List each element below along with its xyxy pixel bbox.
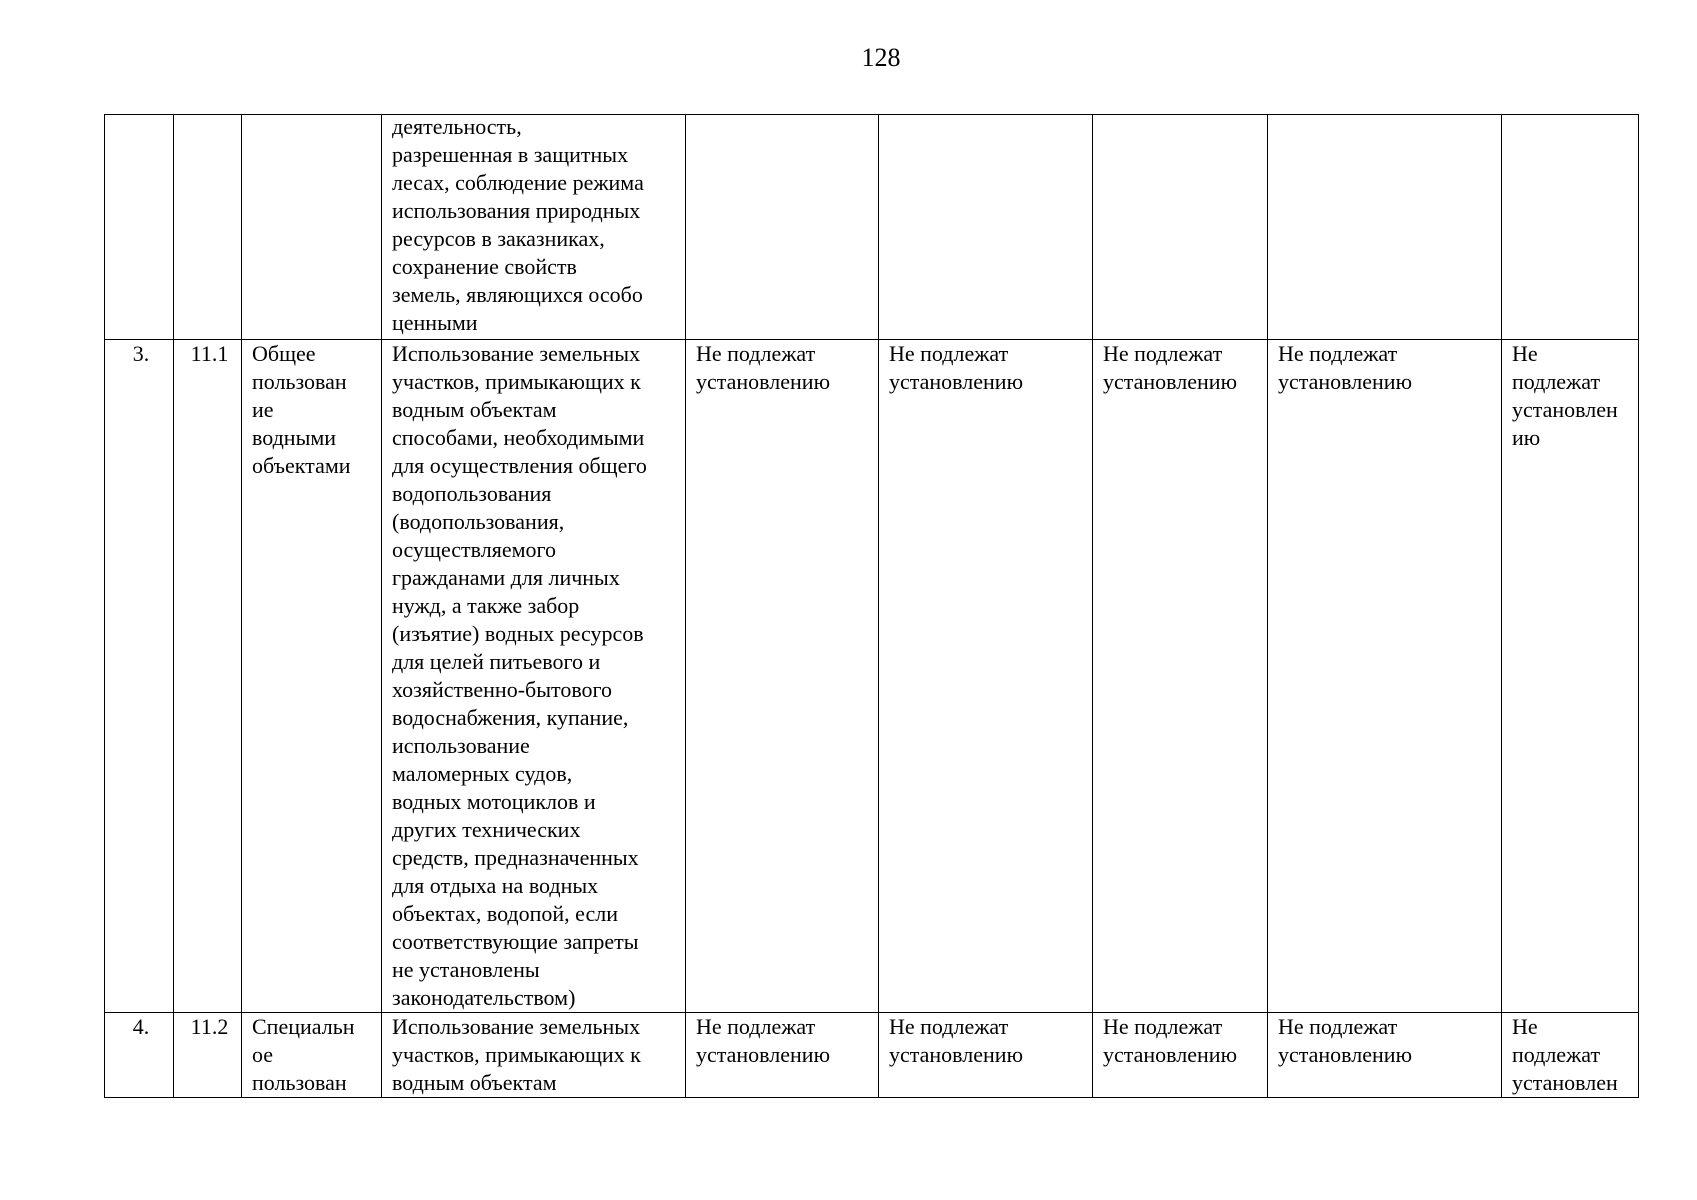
- table-row: [105, 340, 1639, 1013]
- parameter-cell: Не подлежат установлению: [686, 1013, 879, 1098]
- parameter-cell: Не подлежат установлению: [686, 340, 879, 1013]
- page-number: 128: [861, 43, 901, 72]
- use-description-cell: Использование земельных участков, примыкающих к водным объектам: [382, 1013, 686, 1098]
- use-name-cell: Общее пользован ие водными объектами: [242, 340, 382, 1013]
- parameter-cell: [1093, 115, 1268, 340]
- use-name-cell: [242, 115, 382, 340]
- land-use-table: [104, 114, 1639, 1098]
- use-code-cell: 11.2: [174, 1013, 242, 1098]
- parameter-cell: [879, 115, 1093, 340]
- parameter-cell: [1502, 115, 1639, 340]
- use-code-cell: 11.1: [174, 340, 242, 1013]
- use-code-cell: [174, 115, 242, 340]
- parameter-cell: Не подлежат установлению: [1093, 340, 1268, 1013]
- row-number-cell: 4.: [105, 1013, 174, 1098]
- parameter-cell: Не подлежат установлению: [1268, 340, 1502, 1013]
- parameter-cell: Не подлежат установлен ию: [1502, 340, 1639, 1013]
- parameter-cell: [686, 115, 879, 340]
- parameter-cell: Не подлежат установлен: [1502, 1013, 1639, 1098]
- use-description-cell: Использование земельных участков, примыкающих к водным объектам способами, необходимыми для осуществления общего водопользования (водопользования, осуществляемого гражданами для личных нужд, а также забор (изъятие) водных ресурсов для целей питьевого и хозяйственно-бытового водоснабжения, купание, использование маломерных судов, водных мотоциклов и других технических средств, предназначенных для отдыха на водных объектах, водопой, если соответствующие запреты не установлены законодательством): [382, 340, 686, 1013]
- row-number-cell: 3.: [105, 340, 174, 1013]
- parameter-cell: Не подлежат установлению: [879, 340, 1093, 1013]
- table-row: [105, 1013, 1639, 1098]
- row-number-cell: [105, 115, 174, 340]
- parameter-cell: Не подлежат установлению: [1268, 1013, 1502, 1098]
- use-name-cell: Специальн ое пользован: [242, 1013, 382, 1098]
- parameter-cell: Не подлежат установлению: [1093, 1013, 1268, 1098]
- parameter-cell: Не подлежат установлению: [879, 1013, 1093, 1098]
- use-description-cell: деятельность, разрешенная в защитных лесах, соблюдение режима использования природных ресурсов в заказниках, сохранение свойств земель, являющихся особо ценными: [382, 115, 686, 340]
- parameter-cell: [1268, 115, 1502, 340]
- table-row: [105, 115, 1639, 340]
